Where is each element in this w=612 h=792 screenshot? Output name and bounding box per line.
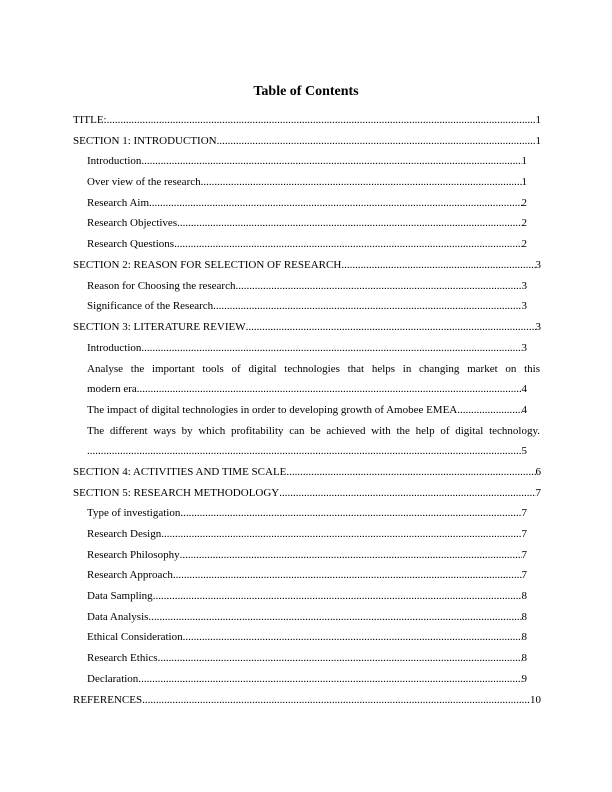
toc-entry-text: Reason for Choosing the research (87, 280, 236, 292)
toc-entry[interactable] (73, 114, 541, 127)
toc-entry[interactable] (87, 673, 527, 686)
toc-entry-text: SECTION 1: INTRODUCTION (73, 135, 217, 147)
toc-entry-text: SECTION 4: ACTIVITIES AND TIME SCALE (73, 466, 287, 478)
toc-entry-page: 7 (521, 549, 527, 561)
toc-entry-page: 7 (535, 487, 541, 499)
toc-entry-text: Declaration (87, 673, 139, 685)
toc-entry[interactable] (87, 507, 527, 520)
toc-entry-text: Over view of the research (87, 176, 201, 188)
toc-entry-text[interactable]: Analyse the important tools of digital technologies that helps in changing market on this (87, 363, 540, 375)
toc-entry-text: Ethical Consideration (87, 631, 183, 643)
toc-entry-text: Research Aim (87, 197, 150, 209)
toc-entry-page: 3 (535, 259, 541, 271)
toc-entry-page: 2 (521, 197, 527, 209)
toc-entry-text: Significance of the Research (87, 300, 214, 312)
toc-entry-page: 8 (521, 652, 527, 664)
toc-entry[interactable] (87, 280, 527, 293)
toc-entry-page: 8 (521, 590, 527, 602)
toc-entry-page: 2 (521, 217, 527, 229)
toc-entry[interactable] (87, 383, 527, 396)
toc-entry-page: 6 (535, 466, 541, 478)
toc-entry-page: 1 (535, 114, 541, 126)
toc-entry-text: Type of investigation (87, 507, 181, 519)
toc-entry[interactable] (87, 238, 527, 251)
toc-entry-text: SECTION 2: REASON FOR SELECTION OF RESEARCH (73, 259, 342, 271)
toc-entry-text: TITLE: (73, 114, 107, 126)
toc-entry[interactable] (87, 611, 527, 624)
toc-entry-page: 9 (521, 673, 527, 685)
toc-entry-text: Research Ethics (87, 652, 158, 664)
toc-entry[interactable] (87, 176, 527, 189)
toc-entry[interactable] (87, 404, 527, 417)
toc-title: Table of Contents (253, 84, 359, 99)
toc-entry-page: 7 (521, 507, 527, 519)
toc-entry[interactable] (87, 300, 527, 313)
toc-entry-text: The impact of digital technologies in order to developing growth of Amobee EMEA (87, 404, 458, 416)
toc-entry-page: 3 (521, 280, 527, 292)
toc-entry[interactable] (87, 445, 527, 458)
toc-entry[interactable] (87, 569, 527, 582)
toc-entry-page: 1 (535, 135, 541, 147)
toc-entry[interactable] (73, 135, 541, 148)
toc-entry-page: 1 (521, 155, 527, 167)
toc-entry-page: 3 (521, 300, 527, 312)
toc-entry-page: 7 (521, 528, 527, 540)
toc-entry[interactable] (87, 631, 527, 644)
toc-entry[interactable] (87, 549, 527, 562)
toc-entry-text: Introduction (87, 155, 142, 167)
toc-entry[interactable] (87, 528, 527, 541)
toc-entry[interactable] (73, 694, 541, 707)
toc-entry-text[interactable]: The different ways by which profitability can be achieved with the help of digital technology. (87, 425, 540, 437)
toc-entry-text: SECTION 3: LITERATURE REVIEW (73, 321, 246, 333)
toc-entry-text: Research Questions (87, 238, 175, 250)
toc-entry[interactable] (73, 466, 541, 479)
toc-entry-text: SECTION 5: RESEARCH METHODOLOGY (73, 487, 280, 499)
toc-entry-page: 4 (521, 383, 527, 395)
toc-entry[interactable] (73, 487, 541, 500)
toc-entry-text-cont: modern era (87, 383, 137, 395)
toc-entry-text: Research Design (87, 528, 162, 540)
toc-entry-text: Data Analysis (87, 611, 149, 623)
toc-entry[interactable] (87, 342, 527, 355)
toc-entry[interactable] (87, 197, 527, 210)
toc-entry-page: 1 (521, 176, 527, 188)
toc-entry-page: 2 (521, 238, 527, 250)
toc-entry[interactable] (73, 321, 541, 334)
toc-entry-text: Research Approach (87, 569, 173, 581)
toc-entry[interactable] (87, 217, 527, 230)
toc-entry[interactable] (73, 259, 541, 272)
toc-entry-page: 3 (521, 342, 527, 354)
toc-entry-page: 4 (521, 404, 527, 416)
toc-entry-text: REFERENCES (73, 694, 143, 706)
toc-entry-text: Data Sampling (87, 590, 153, 602)
toc-entry-page: 8 (521, 631, 527, 643)
toc-entry-page: 8 (521, 611, 527, 623)
toc-entry[interactable] (87, 652, 527, 665)
toc-entry-page: 10 (530, 694, 541, 706)
toc-entry-text: Introduction (87, 342, 142, 354)
toc-entry-text: Research Objectives (87, 217, 178, 229)
toc-entry-page: 5 (521, 445, 527, 457)
toc-entry[interactable] (87, 155, 527, 168)
toc-entry-page: 7 (521, 569, 527, 581)
toc-entry-page: 3 (535, 321, 541, 333)
toc-entry-text: Research Philosophy (87, 549, 180, 561)
toc-entry[interactable] (87, 590, 527, 603)
